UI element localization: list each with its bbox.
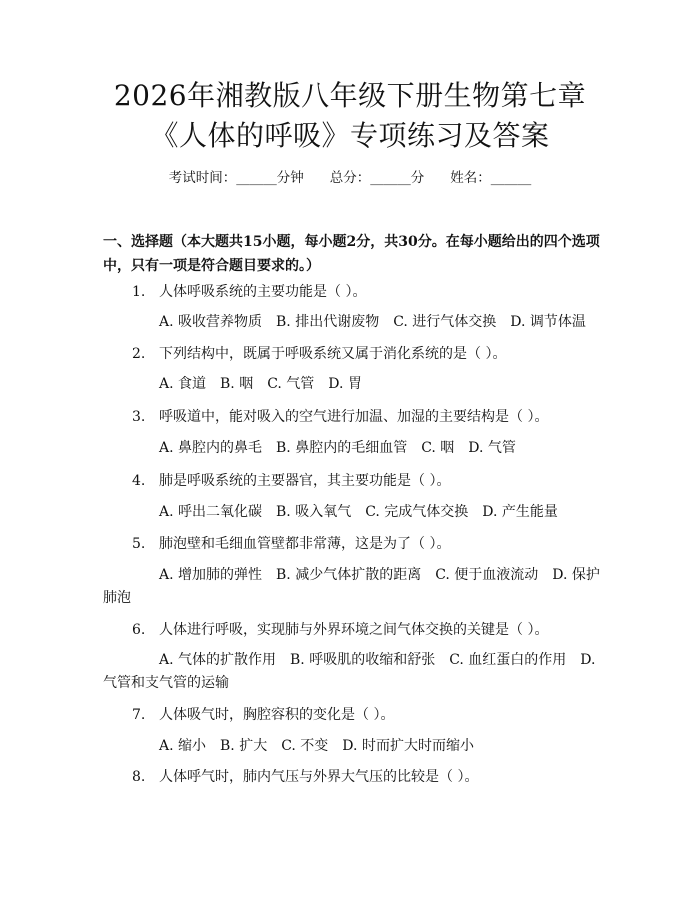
- question-6: [132, 619, 602, 641]
- question-stem: 肺是呼吸系统的主要器官，其主要功能是（ ）。: [159, 473, 451, 489]
- question-2: [132, 343, 602, 365]
- question-8: [132, 766, 602, 788]
- question-3-options: A. 鼻腔内的鼻毛 B. 鼻腔内的毛细血管 C. 咽 D. 气管: [159, 440, 516, 456]
- question-3: [132, 406, 602, 428]
- question-stem: 人体进行呼吸，实现肺与外界环境之间气体交换的关键是（ ）。: [159, 622, 549, 638]
- total-score-field: 总分：______分: [329, 170, 425, 186]
- question-7-options: A. 缩小 B. 扩大 C. 不变 D. 时而扩大时而缩小: [159, 738, 474, 754]
- question-stem: 下列结构中，既属于呼吸系统又属于消化系统的是（ ）。: [159, 346, 507, 362]
- exam-time-field: 考试时间：______分钟: [168, 170, 304, 186]
- question-number: 2.: [132, 346, 146, 362]
- question-1-options: A. 吸收营养物质 B. 排出代谢废物 C. 进行气体交换 D. 调节体温: [159, 314, 586, 330]
- question-4-options: A. 呼出二氧化碳 B. 吸入氧气 C. 完成气体交换 D. 产生能量: [159, 504, 558, 520]
- question-6-options: A. 气体的扩散作用 B. 呼吸肌的收缩和舒张 C. 血红蛋白的作用 D. 气管和支气管的运输: [103, 652, 596, 691]
- question-number: 3.: [132, 409, 146, 425]
- question-number: 4.: [132, 473, 146, 489]
- question-5-options: A. 增加肺的弹性 B. 减少气体扩散的距离 C. 便于血液流动 D. 保护肺泡: [103, 567, 600, 606]
- student-name-field: 姓名：______: [450, 170, 532, 186]
- question-4: [132, 470, 602, 492]
- exam-meta: [0, 168, 700, 188]
- question-stem: 人体呼气时，肺内气压与外界大气压的比较是（ ）。: [159, 769, 479, 785]
- question-number: 5.: [132, 536, 146, 552]
- question-2-options: A. 食道 B. 咽 C. 气管 D. 胃: [159, 376, 362, 392]
- document-title: 2026年湘教版八年级下册生物第七章《人体的呼吸》专项练习及答案: [113, 79, 587, 152]
- question-stem: 人体呼吸系统的主要功能是（ ）。: [159, 284, 367, 300]
- question-number: 1.: [132, 284, 146, 300]
- question-1: [132, 281, 602, 303]
- question-stem: 人体吸气时，胸腔容积的变化是（ ）。: [159, 707, 395, 723]
- question-stem: 肺泡壁和毛细血管壁都非常薄，这是为了（ ）。: [159, 536, 451, 552]
- question-number: 8.: [132, 769, 146, 785]
- question-number: 6.: [132, 622, 146, 638]
- question-stem: 呼吸道中，能对吸入的空气进行加温、加湿的主要结构是（ ）。: [159, 409, 549, 425]
- question-7: [132, 704, 602, 726]
- question-number: 7.: [132, 707, 146, 723]
- section-heading: 一、选择题（本大题共15小题，每小题2分，共30分。在每小题给出的四个选项中，只有一项是符合题目要求的。）: [103, 234, 600, 274]
- question-5: [132, 533, 602, 555]
